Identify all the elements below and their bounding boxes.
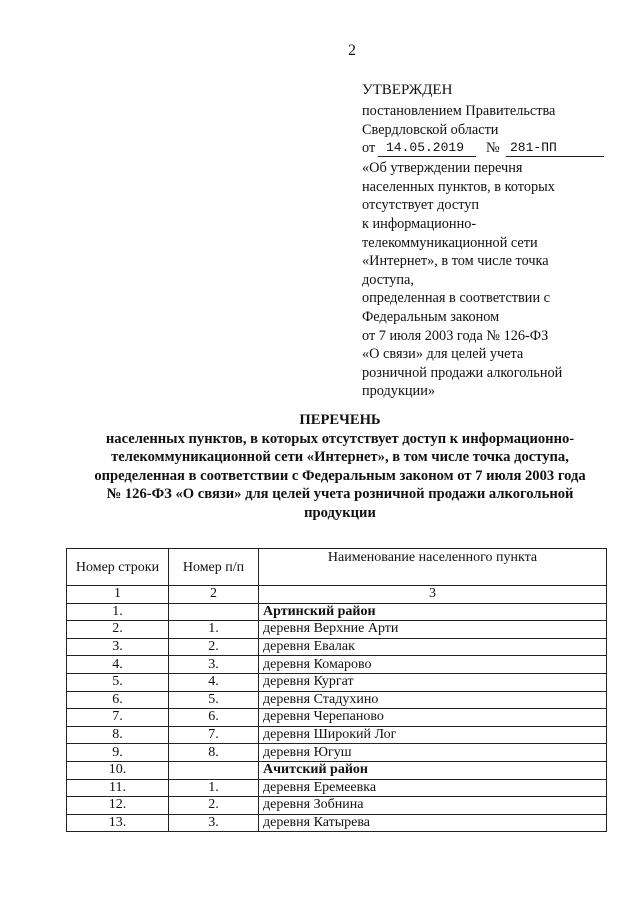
item-number: 2. <box>169 797 259 815</box>
row-number: 2. <box>67 621 169 639</box>
approval-line: «О связи» для целей учета <box>362 346 524 363</box>
settlement-name: деревня Евалак <box>259 638 607 656</box>
header-row-number: Номер строки <box>67 549 169 586</box>
item-number <box>169 761 259 779</box>
settlement-name: Ачитский район <box>259 761 607 779</box>
row-number: 13. <box>67 814 169 832</box>
row-number: 11. <box>67 779 169 797</box>
settlement-name: деревня Верхние Арти <box>259 621 607 639</box>
item-number: 5. <box>169 691 259 709</box>
item-number: 3. <box>169 814 259 832</box>
district-row <box>67 761 607 779</box>
item-number: 1. <box>169 621 259 639</box>
approval-decree-title <box>362 159 624 401</box>
item-number: 6. <box>169 709 259 727</box>
list-subtitle-line: населенных пунктов, в которых отсутствует доступ к информационно- <box>105 430 575 447</box>
date-prefix: от <box>362 140 376 157</box>
table-row <box>67 709 607 727</box>
row-number: 3. <box>67 638 169 656</box>
approval-line: Федеральным законом <box>362 308 500 325</box>
column-number: 2 <box>169 586 259 604</box>
row-number: 8. <box>67 726 169 744</box>
item-number: 4. <box>169 673 259 691</box>
approval-line: телекоммуникационной сети <box>362 234 538 251</box>
header-item-number: Номер п/п <box>169 549 259 586</box>
settlement-name: деревня Черепаново <box>259 709 607 727</box>
item-number: 2. <box>169 638 259 656</box>
approval-line: определенная в соответствии с <box>362 290 551 307</box>
settlement-name: деревня Кургат <box>259 673 607 691</box>
table-row <box>67 726 607 744</box>
row-number: 4. <box>67 656 169 674</box>
approval-line: от 7 июля 2003 года № 126-ФЗ <box>362 327 549 344</box>
list-subtitle-line: определенная в соответствии с Федеральным законом от 7 июля 2003 года <box>94 467 586 484</box>
item-number: 3. <box>169 656 259 674</box>
approval-date-row <box>362 139 624 159</box>
settlement-name: Артинский район <box>259 603 607 621</box>
settlement-name: деревня Комарово <box>259 656 607 674</box>
row-number: 6. <box>67 691 169 709</box>
column-number: 1 <box>67 586 169 604</box>
number-prefix: № <box>486 140 500 157</box>
page-number: 2 <box>348 42 356 59</box>
table-row <box>67 673 607 691</box>
row-number: 12. <box>67 797 169 815</box>
settlement-name: деревня Еремеевка <box>259 779 607 797</box>
row-number: 9. <box>67 744 169 762</box>
approval-line: продукции» <box>362 383 436 400</box>
approval-block <box>362 80 624 401</box>
list-heading: ПЕРЕЧЕНЬ <box>299 412 381 428</box>
approval-number: 281-ПП <box>510 140 557 156</box>
list-title <box>50 411 630 523</box>
approval-line: постановлением Правительства <box>362 103 556 119</box>
approval-date: 14.05.2019 <box>386 140 465 156</box>
row-number: 1. <box>67 603 169 621</box>
table-row <box>67 656 607 674</box>
list-subtitle <box>50 430 630 523</box>
item-number: 1. <box>169 779 259 797</box>
item-number: 7. <box>169 726 259 744</box>
column-number: 3 <box>259 586 607 604</box>
item-number <box>169 603 259 621</box>
list-subtitle-line: продукции <box>304 504 376 521</box>
approval-line: розничной продажи алкогольной <box>362 364 563 381</box>
approval-heading: УТВЕРЖДЕН <box>362 82 453 98</box>
column-number-row <box>67 586 607 604</box>
table-row <box>67 638 607 656</box>
settlement-name: деревня Югуш <box>259 744 607 762</box>
settlement-name: деревня Катырева <box>259 814 607 832</box>
list-subtitle-line: телекоммуникационной сети «Интернет», в том числе точка доступа, <box>111 449 569 466</box>
row-number: 5. <box>67 673 169 691</box>
table-row <box>67 744 607 762</box>
table-row <box>67 779 607 797</box>
approval-line: отсутствует доступ <box>362 197 480 214</box>
row-number: 10. <box>67 761 169 779</box>
district-row <box>67 603 607 621</box>
header-settlement-name: Наименование населенного пункта <box>259 549 607 586</box>
row-number: 7. <box>67 709 169 727</box>
approval-line: доступа, <box>362 271 414 288</box>
table-row <box>67 691 607 709</box>
approval-line: Свердловской области <box>362 121 499 138</box>
item-number: 8. <box>169 744 259 762</box>
table-row <box>67 814 607 832</box>
table-header-row <box>67 549 607 586</box>
approval-line: населенных пунктов, в которых <box>362 178 555 195</box>
approval-line: к информационно- <box>362 215 477 232</box>
approval-line: «Об утверждении перечня <box>362 160 523 177</box>
list-subtitle-line: № 126-ФЗ «О связи» для целей учета розничной продажи алкогольной <box>106 486 574 503</box>
settlements-table <box>66 548 607 832</box>
settlement-name: деревня Широкий Лог <box>259 726 607 744</box>
approval-line: «Интернет», в том числе точка <box>362 253 549 270</box>
table-row <box>67 621 607 639</box>
settlement-name: деревня Зобнина <box>259 797 607 815</box>
settlement-name: деревня Стадухино <box>259 691 607 709</box>
table-row <box>67 797 607 815</box>
